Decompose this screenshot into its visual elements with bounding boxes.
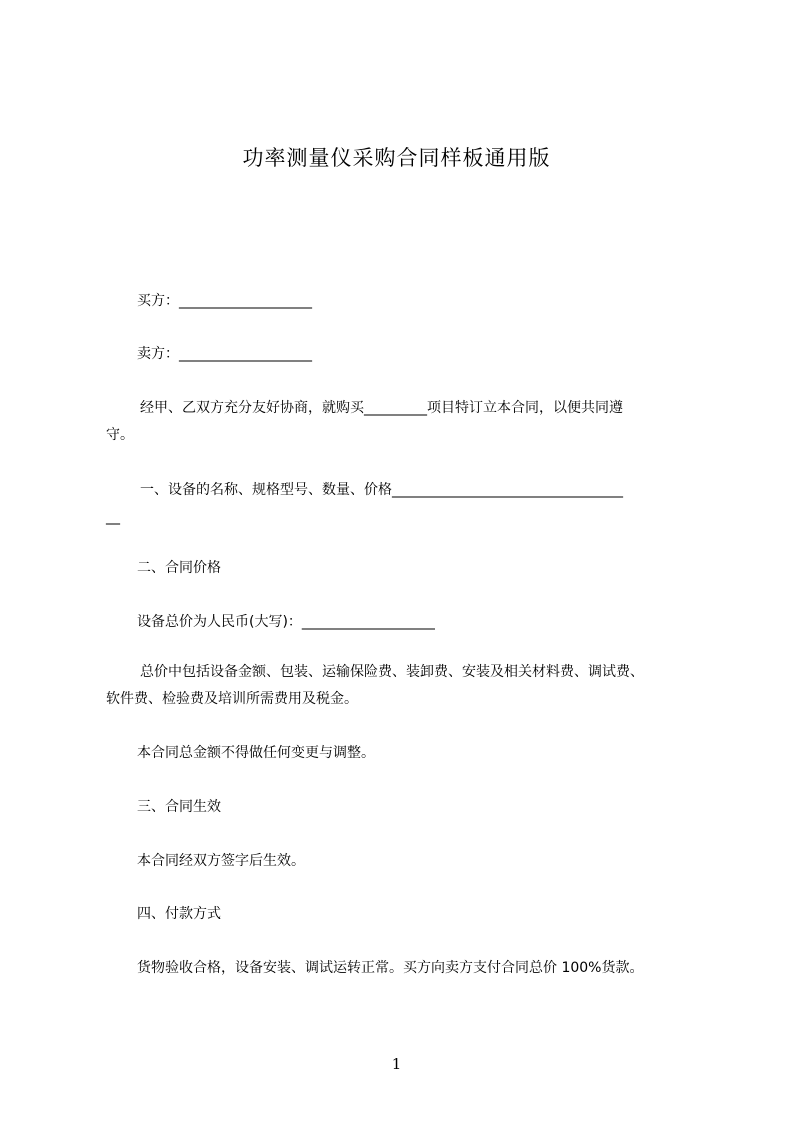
no-change-line: 本合同总金额不得做任何变更与调整。 [137,745,375,761]
buyer-line: 买方：___________________ [137,293,312,309]
price-includes-line-1: 总价中包括设备金额、包装、运输保险费、装卸费、安装及相关材料费、调试费、 [140,664,644,680]
section-1-continuation: __ [106,509,120,525]
seller-line: 卖方：___________________ [137,346,312,362]
section-4-heading: 四、付款方式 [137,906,221,922]
payment-line: 货物验收合格，设备安装、调试运转正常。买方向卖方支付合同总价 100%货款。 [137,960,644,976]
section-1-heading: 一、设备的名称、规格型号、数量、价格_________________________________ [140,482,623,498]
preamble-line-1: 经甲、乙双方充分友好协商，就购买_________项目特订立本合同，以便共同遵 [140,400,623,416]
effective-line: 本合同经双方签字后生效。 [137,853,305,869]
preamble-line-2: 守。 [106,427,134,443]
total-price-line: 设备总价为人民币(大写)：___________________ [137,614,435,630]
price-includes-line-2: 软件费、检验费及培训所需费用及税金。 [106,691,358,707]
section-2-heading: 二、合同价格 [137,560,221,576]
document-title: 功率测量仪采购合同样板通用版 [242,146,551,170]
section-3-heading: 三、合同生效 [137,799,221,815]
page-number: 1 [391,1055,402,1073]
